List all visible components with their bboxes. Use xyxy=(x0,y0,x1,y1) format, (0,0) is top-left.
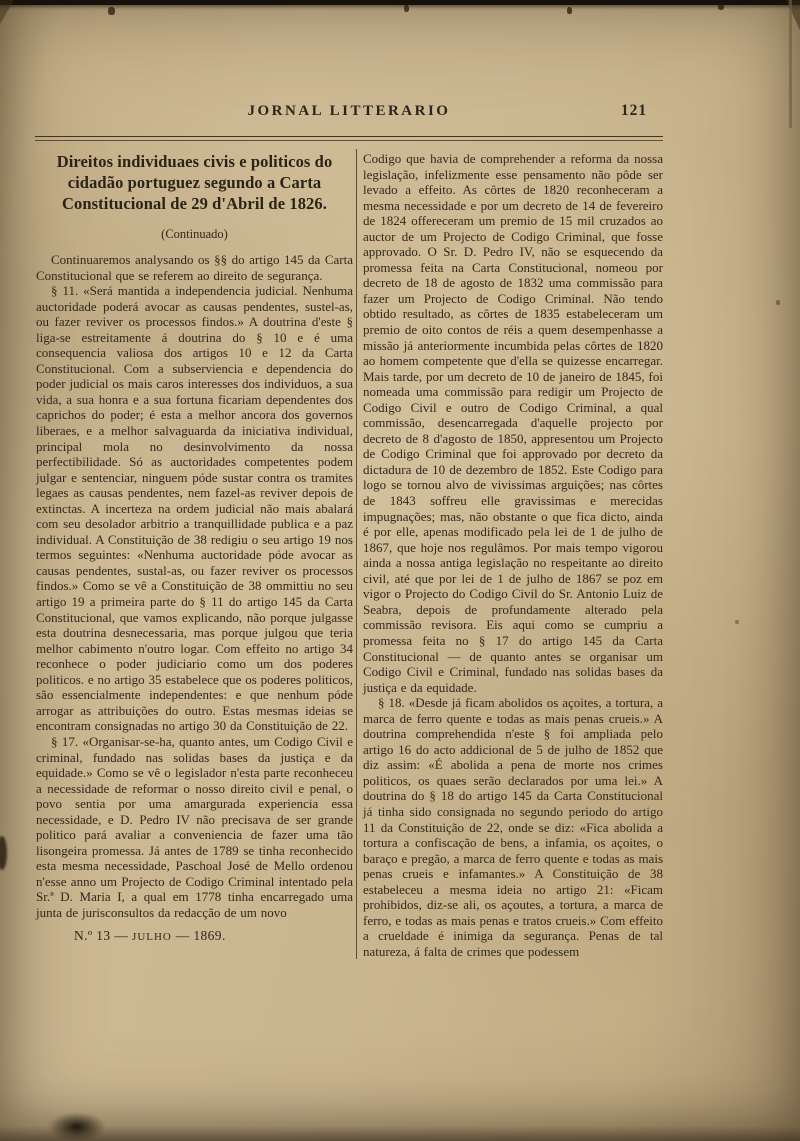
paper-speck xyxy=(735,620,739,624)
article-title: Direitos individuaes civis e politicos do cidadão portuguez segundo a Carta Constitucional de 29 d'Abril de 1826. xyxy=(56,152,333,213)
article-paragraph: § 17. «Organisar-se-ha, quanto antes, um Codigo Civil e criminal, fundado nas solidas bases da justiça e da equidade.» Como se vê o legislador n'esta parte reconheceu a necessidade de reformar o nosso direito civil e penal, o povo sentia por uma amargurada experiencia essa necessidade, e D. Pedro IV não precisava de ser grande politico pará avaliar a conveniencia de fazer uma tão lisongeira promessa. Já antes de 1789 se tinha reconhecido esta mesma necessidade, Paschoal José de Mello ordenou n'esse anno um Projecto de Codigo Criminal intentado pela Sr.ª D. Maria I, a qual em 1778 tinha encarregado uma junta de jurisconsultos da redacção de um novo xyxy=(36,733,353,920)
page-number: 121 xyxy=(620,102,648,119)
scan-corner-mark-top-left xyxy=(0,0,14,24)
paper-speck xyxy=(567,7,572,14)
article-paragraph: Codigo que havia de comprehender a reforma da nossa legislação, infelizmente esse pensamento não pôde ser levado a effeito. As côrtes de 1820 reconheceram a mesma necessidade e por um decreto de 14 de fevereiro de 1824 offereceram um premio de 15 mil cruzados ao auctor de um Projecto de Codigo Criminal, que fosse approvado. O Sr. D. Pedro IV, não se esquecendo da promessa feita na Carta Constitucional, nomeou por decreto de 18 de agosto de 1832 uma commissão para fazer um Projecto de Codigo Criminal. Não tendo obtido resultado, as côrtes de 1835 estabeleceram um premio de oito contos de réis a quem desempenhasse a missão já anteriormente incumbida pelas côrtes de 1820 ao homem competente que d'ella se quizesse encarregar. Mais tarde, por um decreto de 10 de janeiro de 1845, foi nomeada uma commissão para redigir um Projecto de Codigo Civil e outro de Codigo Criminal, a qual commissão, desencarregada d'aquelle projecto por decreto de 8 d'agosto de 1850, appresentou um Projecto de Codigo Criminal que foi approvado por decreto da dictadura de 10 de dezembro de 1852. Este Codigo para logo se tornou alvo de vivissimas arguições; nas côrtes de 1843 soffreu elle gravissimas e merecidas impugnações; mas, não obstante o que fica dicto, ainda é por elle, apenas modificado pela lei de 1 de julho de 1867, que hoje nos regulâmos. Por mais tempo vigorou ainda a nossa antiga legislação no respeitante ao direito civil, até que por lei de 1 de julho de 1867 se poz em vigor o Projecto do Codigo Civil do Sr. Antonio Luiz de Seabra, depois de profundamente alterado pela commissão revisora. Eis aqui como se cumpriu a promessa feita no § 17 do artigo 145 da Carta Constitucional — de quanto antes se organisar um Codigo Civil e Criminal, fundado nas solidas bases da justiça e da equidade. xyxy=(363,151,663,695)
header-rule xyxy=(35,136,663,141)
paper-stain-left-edge xyxy=(0,836,7,870)
continuation-note: (Continuado) xyxy=(161,227,228,241)
left-column xyxy=(36,149,353,959)
paper-speck xyxy=(718,4,724,10)
scan-right-edge-line xyxy=(789,0,792,128)
text-columns xyxy=(36,149,663,959)
scan-bottom-shadow xyxy=(0,1126,800,1141)
right-column xyxy=(363,149,663,959)
article-paragraph: § 11. «Será mantida a independencia judicial. Nenhuma auctoridade poderá avocar as causas pendentes, sustel-as, ou fazer reviver os processos findos.» A doutrina d'este § liga-se estreitamente á doutrina do § 10 e é uma consequencia valiosa dos artigos 10 e 12 da Carta Constitucional. Com a subserviencia e dependencia do poder judicial os mais caros interesses dos individuos, a sua vida, a sua honra e a sua fortuna ficariam dependentes dos caprichos do poder; é esta a melhor ancora dos governos liberaes, e a melhor salvaguarda da iniciativa individual, principal mola no desinvolvimento da nossa perfectibilidade. Só as auctoridades competentes podem julgar e sentenciar, ninguem póde sustar contra os tramites legaes as causas pendentes, nem fazel-as reviver depois de extinctas. A incerteza na ordem judicial não mais abalará com seu desolador arbitrio a tranquillidade publica e a paz individual. A Constituição de 38 redigiu o seu artigo 19 nos termos seguintes: «Nenhuma auctoridade póde avocar as causas pendentes, sustal-as, ou fazer reviver os processos findos.» Como se vê a Constituição de 38 ommittiu no seu artigo 19 a primeira parte do § 11 do artigo 145 da Carta Constitucional, que vamos explicando, não porque julgasse esta doutrina desnecessaria, mas porque julgou que teria melhor cabimento n'outro logar. Com effeito no artigo 34 reconhece o poder judiciario como um dos poderes politicos. e no artigo 35 estabelece que os poderes politicos, são essencialmente independentes: e que nenhum póde arrogar as attribuições do outro. Estas mesmas ideias se encontram consignadas no artigo 30 da Constituição de 22. xyxy=(36,283,353,734)
paper-speck xyxy=(776,300,780,305)
paper-speck xyxy=(108,7,115,15)
right-column-text xyxy=(363,149,663,959)
issue-year: — 1869. xyxy=(171,927,226,943)
issue-month: JULHO xyxy=(132,930,172,943)
left-column-text xyxy=(36,252,353,921)
issue-footer-line xyxy=(36,928,353,944)
article-paragraph: Continuaremos analysando os §§ do artigo 145 da Carta Constitucional que se referem ao direito de segurança. xyxy=(36,252,353,283)
issue-number: N.º 13 — xyxy=(74,927,133,943)
paper-speck xyxy=(404,5,409,12)
scan-top-edge xyxy=(0,0,800,5)
column-divider-rule xyxy=(356,149,357,959)
journal-running-title: JORNAL LITTERARIO xyxy=(247,103,451,119)
article-paragraph: § 18. «Desde já ficam abolidos os açoites, a tortura, a marca de ferro quente e todas as mais penas crueis.» A doutrina comprehendida n'este § foi ampliada pelo artigo 16 do acto addicional de 5 de julho de 1852 que diz assim: «É abolida a pena de morte nos crimes politicos, os quaes serão declarados por uma lei.» A doutrina do § 18 do artigo 145 da Carta Constitucional já tinha sido consignada no segundo periodo do artigo 11 da Constituição de 22, onde se diz: «Fica abolida a tortura a confiscação de bens, a infamia, os açoites, o baraço e pregão, a marca de ferro quente e todas as mais penas crueis e infamantes.» A Constituição de 38 estabeleceu a mesma ideia no artigo 21: «Ficam prohibidos, diz-se ali, os açoutes, a tortura, a marca de ferro, e todas as mais penas e tratos crueis.» Com effeito a crueldade é inimiga da segurança. Penas de tal natureza, á falta de crimes que podessem xyxy=(363,695,663,959)
